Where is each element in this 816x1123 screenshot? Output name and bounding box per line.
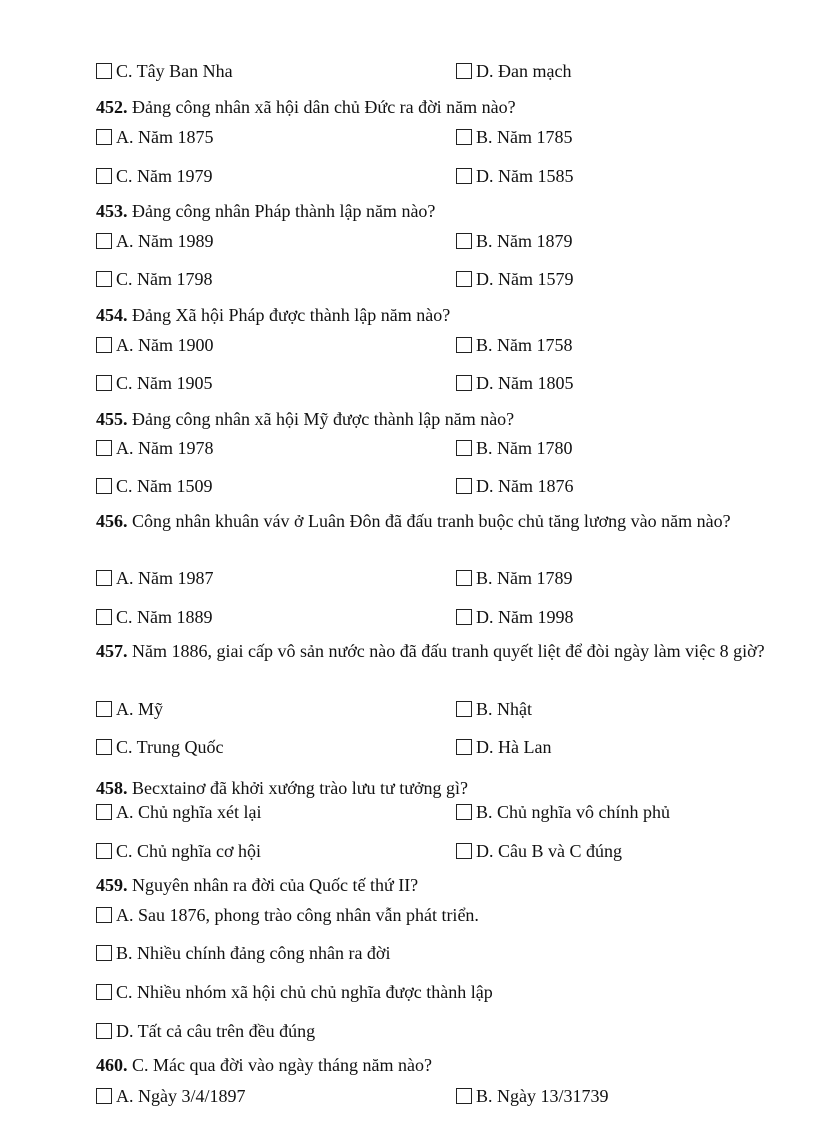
answer-checkbox[interactable] xyxy=(456,478,472,494)
answer-option[interactable] xyxy=(96,698,163,720)
question-number: 460. xyxy=(96,1055,128,1075)
answer-option[interactable] xyxy=(456,840,622,862)
question-number: 454. xyxy=(96,305,128,325)
answer-text: A. Mỹ xyxy=(116,699,164,719)
answer-option[interactable] xyxy=(456,736,551,758)
answer-option[interactable] xyxy=(456,165,574,187)
question-text: Đảng công nhân xã hội Mỹ được thành lập năm nào? xyxy=(127,409,515,429)
question xyxy=(96,775,796,801)
answer-text: C. Chủ nghĩa cơ hội xyxy=(116,841,262,861)
answer-option[interactable] xyxy=(96,268,213,290)
answer-option[interactable] xyxy=(96,334,214,356)
answer-text: C. Tây Ban Nha xyxy=(116,61,233,81)
answer-checkbox[interactable] xyxy=(96,233,112,249)
answer-option[interactable] xyxy=(96,126,214,148)
answer-option[interactable] xyxy=(456,230,573,252)
answer-text: C. Nhiều nhóm xã hội chủ chủ nghĩa được thành lập xyxy=(116,982,493,1002)
answer-checkbox[interactable] xyxy=(96,804,112,820)
answer-option[interactable] xyxy=(96,840,261,862)
answer-checkbox[interactable] xyxy=(96,478,112,494)
question-number: 453. xyxy=(96,201,128,221)
answer-checkbox[interactable] xyxy=(456,440,472,456)
answer-checkbox[interactable] xyxy=(456,570,472,586)
answer-text: D. Tất cả câu trên đều đúng xyxy=(116,1021,316,1041)
question-number: 457. xyxy=(96,641,128,661)
answer-text: D. Câu B và C đúng xyxy=(476,841,622,861)
answer-checkbox[interactable] xyxy=(456,701,472,717)
answer-option[interactable] xyxy=(456,268,574,290)
answer-checkbox[interactable] xyxy=(96,945,112,961)
answer-option[interactable] xyxy=(96,801,261,823)
question-text: Đảng Xã hội Pháp được thành lập năm nào? xyxy=(127,305,451,325)
answer-option[interactable] xyxy=(96,372,213,394)
answer-text: C. Trung Quốc xyxy=(116,737,224,757)
question-text: Đảng công nhân Pháp thành lập năm nào? xyxy=(127,201,436,221)
answer-checkbox[interactable] xyxy=(96,701,112,717)
answer-checkbox[interactable] xyxy=(456,843,472,859)
answer-checkbox[interactable] xyxy=(96,609,112,625)
question xyxy=(96,638,796,664)
answer-checkbox[interactable] xyxy=(96,1088,112,1104)
answer-option[interactable] xyxy=(456,801,670,823)
answer-option[interactable] xyxy=(456,437,573,459)
question-number: 455. xyxy=(96,409,128,429)
answer-text: A. Năm 1978 xyxy=(116,438,214,458)
answer-option[interactable] xyxy=(96,165,213,187)
answer-option[interactable] xyxy=(456,334,573,356)
answer-option[interactable] xyxy=(96,981,493,1003)
answer-text: C. Năm 1509 xyxy=(116,476,213,496)
question xyxy=(96,406,796,432)
answer-text: B. Nhiều chính đảng công nhân ra đời xyxy=(116,943,391,963)
answer-checkbox[interactable] xyxy=(96,843,112,859)
answer-checkbox[interactable] xyxy=(456,233,472,249)
question-text: Năm 1886, giai cấp vô sản nước nào đã đấu tranh quyết liệt để đòi ngày làm việc 8 giờ? xyxy=(127,641,765,661)
answer-option[interactable] xyxy=(96,230,214,252)
answer-text: D. Năm 1579 xyxy=(476,269,574,289)
answer-option[interactable] xyxy=(96,437,214,459)
answer-option[interactable] xyxy=(456,567,573,589)
question-number: 456. xyxy=(96,511,128,531)
answer-option[interactable] xyxy=(456,60,571,82)
answer-option[interactable] xyxy=(96,60,233,82)
question-number: 459. xyxy=(96,875,128,895)
answer-checkbox[interactable] xyxy=(456,804,472,820)
answer-checkbox[interactable] xyxy=(96,337,112,353)
answer-checkbox[interactable] xyxy=(96,739,112,755)
question-number: 452. xyxy=(96,97,128,117)
answer-text: D. Năm 1585 xyxy=(476,166,574,186)
answer-checkbox[interactable] xyxy=(96,375,112,391)
answer-text: A. Năm 1987 xyxy=(116,568,214,588)
question-text: Nguyên nhân ra đời của Quốc tế thứ II? xyxy=(127,875,419,895)
answer-text: D. Đan mạch xyxy=(476,61,572,81)
answer-checkbox[interactable] xyxy=(96,63,112,79)
answer-option[interactable] xyxy=(96,606,213,628)
answer-option[interactable] xyxy=(96,1085,246,1107)
answer-option[interactable] xyxy=(456,372,574,394)
answer-text: C. Năm 1905 xyxy=(116,373,213,393)
answer-text: C. Năm 1889 xyxy=(116,607,213,627)
answer-option[interactable] xyxy=(96,904,479,926)
answer-checkbox[interactable] xyxy=(96,440,112,456)
answer-text: B. Năm 1780 xyxy=(476,438,573,458)
question-text: Công nhân khuân váv ở Luân Đôn đã đấu tranh buộc chủ tăng lương vào năm nào? xyxy=(127,511,731,531)
answer-checkbox[interactable] xyxy=(96,129,112,145)
answer-text: B. Năm 1789 xyxy=(476,568,573,588)
answer-option[interactable] xyxy=(96,736,224,758)
answer-option[interactable] xyxy=(96,475,213,497)
question xyxy=(96,302,796,328)
answer-checkbox[interactable] xyxy=(96,984,112,1000)
question xyxy=(96,872,796,898)
question-text: Đảng công nhân xã hội dân chủ Đức ra đời năm nào? xyxy=(127,97,516,117)
answer-text: D. Năm 1876 xyxy=(476,476,574,496)
question-number: 458. xyxy=(96,778,128,798)
answer-text: B. Năm 1785 xyxy=(476,127,573,147)
answer-text: D. Năm 1998 xyxy=(476,607,574,627)
answer-option[interactable] xyxy=(456,698,532,720)
answer-option[interactable] xyxy=(456,475,574,497)
answer-text: A. Chủ nghĩa xét lại xyxy=(116,802,262,822)
answer-checkbox[interactable] xyxy=(456,609,472,625)
question-text: Becxtainơ đã khởi xướng trào lưu tư tưởng gì? xyxy=(127,778,469,798)
question xyxy=(96,94,796,120)
answer-text: D. Năm 1805 xyxy=(476,373,574,393)
answer-checkbox[interactable] xyxy=(96,1023,112,1039)
question xyxy=(96,508,796,534)
answer-text: A. Ngày 3/4/1897 xyxy=(116,1086,246,1106)
answer-text: A. Năm 1900 xyxy=(116,335,214,355)
answer-option[interactable] xyxy=(456,606,574,628)
answer-text: D. Hà Lan xyxy=(476,737,552,757)
question xyxy=(96,1052,796,1078)
answer-text: B. Chủ nghĩa vô chính phủ xyxy=(476,802,670,822)
answer-text: C. Năm 1979 xyxy=(116,166,213,186)
answer-text: A. Sau 1876, phong trào công nhân vẫn phát triển. xyxy=(116,905,479,925)
answer-option[interactable] xyxy=(456,1085,609,1107)
answer-checkbox[interactable] xyxy=(456,1088,472,1104)
answer-text: A. Năm 1989 xyxy=(116,231,214,251)
answer-checkbox[interactable] xyxy=(456,129,472,145)
answer-checkbox[interactable] xyxy=(96,570,112,586)
answer-option[interactable] xyxy=(96,942,390,964)
answer-checkbox[interactable] xyxy=(96,907,112,923)
answer-text: B. Nhật xyxy=(476,699,532,719)
question-text: C. Mác qua đời vào ngày tháng năm nào? xyxy=(127,1055,432,1075)
answer-text: B. Năm 1879 xyxy=(476,231,573,251)
answer-checkbox[interactable] xyxy=(456,63,472,79)
answer-option[interactable] xyxy=(456,126,573,148)
answer-option[interactable] xyxy=(96,1020,315,1042)
answer-text: B. Ngày 13/31739 xyxy=(476,1086,609,1106)
answer-checkbox[interactable] xyxy=(96,168,112,184)
answer-checkbox[interactable] xyxy=(456,271,472,287)
answer-text: C. Năm 1798 xyxy=(116,269,213,289)
answer-option[interactable] xyxy=(96,567,214,589)
answer-checkbox[interactable] xyxy=(456,337,472,353)
answer-checkbox[interactable] xyxy=(456,375,472,391)
answer-text: A. Năm 1875 xyxy=(116,127,214,147)
question xyxy=(96,198,796,224)
answer-text: B. Năm 1758 xyxy=(476,335,573,355)
answer-checkbox[interactable] xyxy=(456,168,472,184)
answer-checkbox[interactable] xyxy=(96,271,112,287)
answer-checkbox[interactable] xyxy=(456,739,472,755)
